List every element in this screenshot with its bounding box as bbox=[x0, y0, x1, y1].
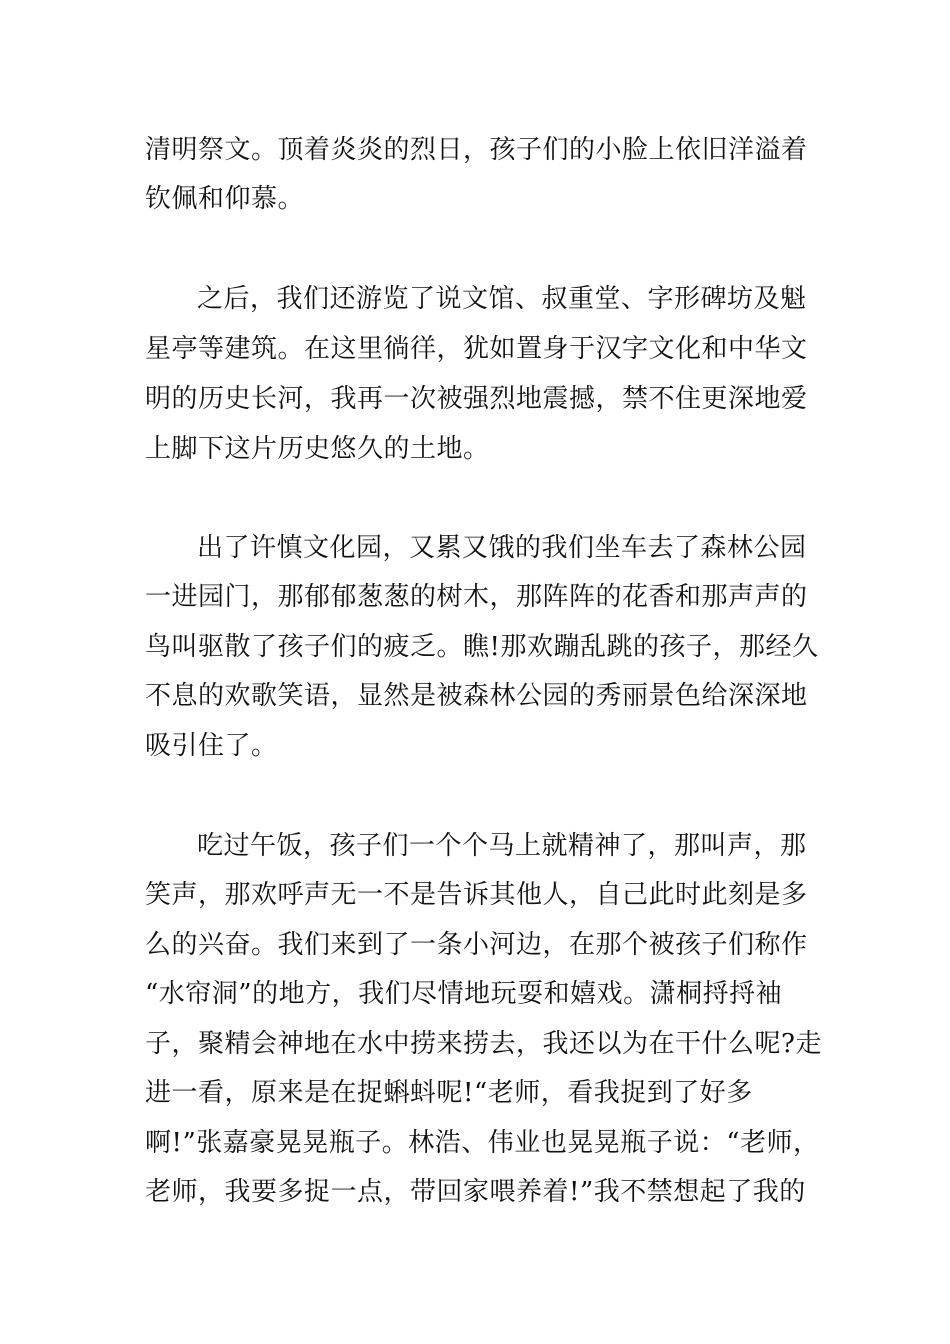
text-line: 之后，我们还游览了说文馆、叔重堂、字形碑坊及魁 bbox=[197, 284, 807, 314]
text-line: 明的历史长河，我再一次被强烈地震撼，禁不住更深地爱 bbox=[145, 384, 808, 414]
text-line: 子，聚精会神地在水中捞来捞去，我还以为在干什么呢?走 bbox=[145, 1029, 822, 1059]
text-line: 吸引住了。 bbox=[145, 731, 278, 761]
text-line: 出了许慎文化园，又累又饿的我们坐车去了森林公园 bbox=[197, 533, 807, 563]
text-line: “水帘洞”的地方，我们尽情地玩耍和嬉戏。潇桐捋捋袖 bbox=[145, 979, 783, 1009]
text-line: 上脚下这片历史悠久的土地。 bbox=[145, 434, 490, 464]
text-line: 清明祭文。顶着炎炎的烈日，孩子们的小脸上依旧洋溢着 bbox=[145, 135, 808, 165]
text-line: 进一看，原来是在捉蝌蚪呢!“老师，看我捉到了好多 bbox=[145, 1078, 753, 1108]
text-line: 星亭等建筑。在这里徜徉，犹如置身于汉字文化和中华文 bbox=[145, 334, 808, 364]
text-line: 么的兴奋。我们来到了一条小河边，在那个被孩子们称作 bbox=[145, 930, 808, 960]
text-line: 老师，我要多捉一点，带回家喂养着!”我不禁想起了我的 bbox=[145, 1177, 806, 1207]
text-line: 钦佩和仰慕。 bbox=[145, 184, 305, 214]
text-line: 一进园门，那郁郁葱葱的树木，那阵阵的花香和那声声的 bbox=[145, 582, 808, 612]
text-line: 啊!”张嘉豪晃晃瓶子。林浩、伟业也晃晃瓶子说：“老师， bbox=[145, 1128, 820, 1158]
text-line: 笑声，那欢呼声无一不是告诉其他人，自己此时此刻是多 bbox=[145, 880, 808, 910]
text-line: 鸟叫驱散了孩子们的疲乏。瞧!那欢蹦乱跳的孩子，那经久 bbox=[145, 632, 819, 662]
text-line: 不息的欢歌笑语，显然是被森林公园的秀丽景色给深深地 bbox=[145, 681, 808, 711]
text-line: 吃过午饭，孩子们一个个马上就精神了，那叫声，那 bbox=[197, 831, 807, 861]
